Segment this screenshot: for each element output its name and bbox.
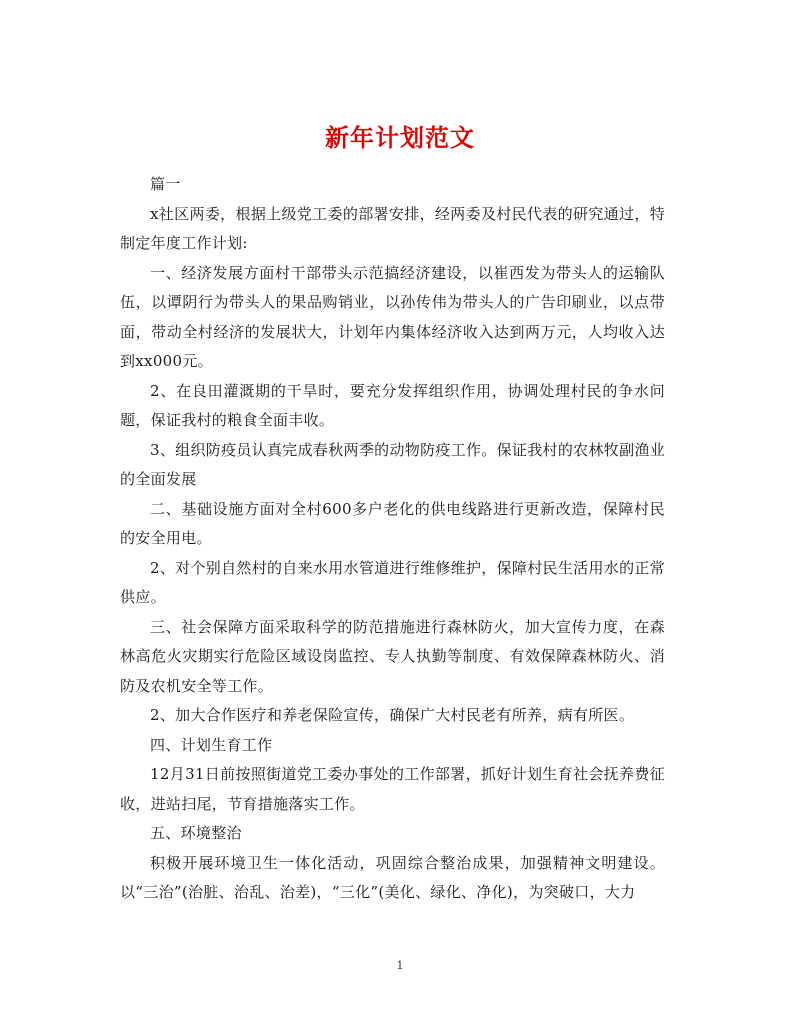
paragraph-family-planning-heading: 四、计划生育工作	[150, 735, 273, 754]
paragraph-economy: 一、经济发展方面村干部带头示范搞经济建设，以崔西发为带头人的运输队伍，以谭阴行为带头人的果品购销业，以孙传伟为带头人的广告印刷业，以点带面，带动全村经济的发展状大，计划年内集体经济收入达到两万元，人均收入达到xx000元。	[120, 263, 665, 370]
paragraph-environment-heading: 五、环境整治	[150, 824, 242, 842]
page-number: 1	[396, 959, 404, 972]
paragraph-social-security: 三、社会保障方面采取科学的防范措施进行森林防火，加大宣传力度，在森林高危火灾期实行危险区域设岗监控、专人执勤等制度、有效保障森林防火、消防及农机安全等工作。	[120, 617, 665, 695]
paragraph-medical-insurance: 2、加大合作医疗和养老保险宣传，确保广大村民老有所养，病有所医。	[150, 706, 635, 724]
paragraph-family-planning: 12月31日前按照街道党工委办事处的工作部署，抓好计划生育社会抚养费征收，进站扫尾，节育措施落实工作。	[120, 765, 665, 813]
paragraph-irrigation: 2、在良田灌溉期的干旱时，要充分发挥组织作用，协调处理村民的争水问题，保证我村的粮食全面丰收。	[120, 381, 665, 429]
paragraph-infrastructure: 二、基础设施方面对全村600多户老化的供电线路进行更新改造，保障村民的安全用电。	[120, 499, 665, 547]
document-body	[120, 170, 665, 908]
paragraph-section-heading-1: 篇一	[150, 175, 181, 193]
paragraph-intro: x社区两委，根据上级党工委的部署安排，经两委及村民代表的研究通过，特制定年度工作计划:	[120, 204, 665, 252]
paragraph-epidemic-prevention: 3、组织防疫员认真完成春秋两季的动物防疫工作。保证我村的农林牧副渔业的全面发展	[120, 440, 665, 488]
paragraph-environment: 积极开展环境卫生一体化活动，巩固综合整治成果，加强精神文明建设。以“三治”(治脏、治乱、治差)，“三化”(美化、绿化、净化)，为突破口，大力	[120, 853, 665, 901]
document-title: 新年计划范文	[325, 124, 475, 153]
paragraph-water-supply: 2、对个别自然村的自来水用水管道进行维修维护，保障村民生活用水的正常供应。	[120, 558, 665, 606]
